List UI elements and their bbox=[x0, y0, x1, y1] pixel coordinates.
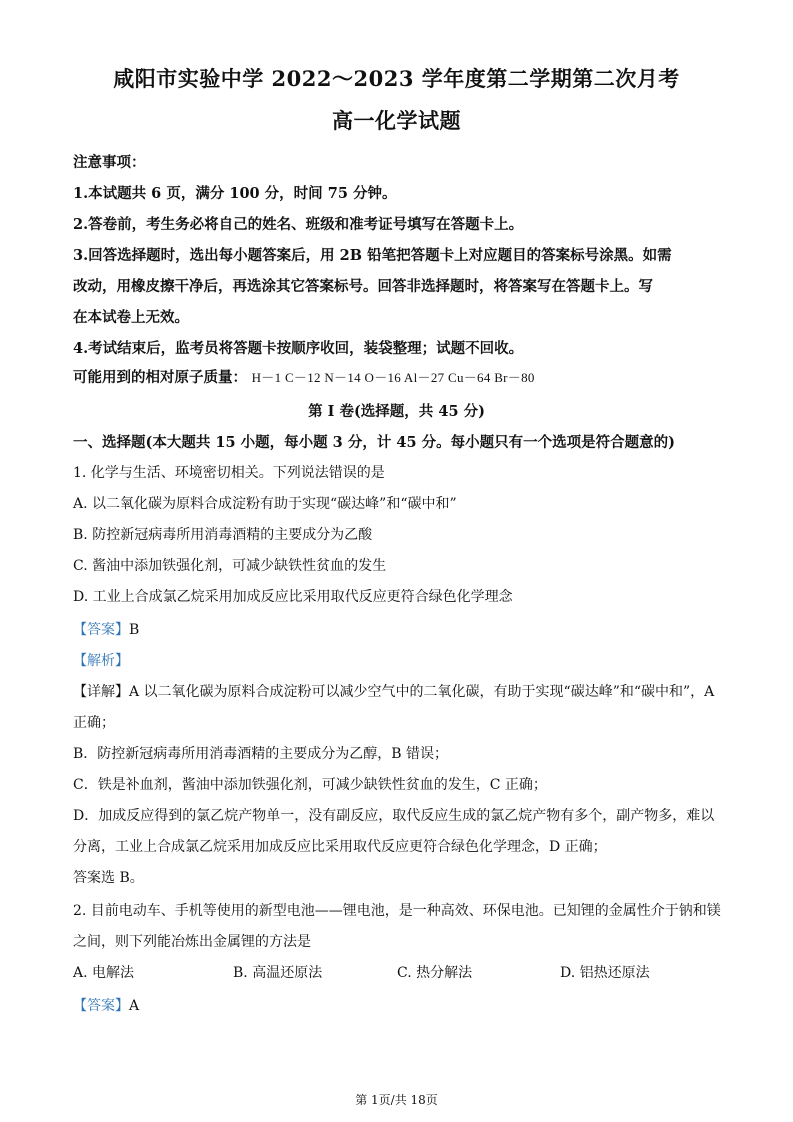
q1-stem: 1. 化学与生活、环境密切相关。下列说法错误的是 bbox=[73, 465, 385, 481]
q2-option-d: D. 铝热还原法 bbox=[560, 965, 650, 981]
note-item-2: 2.答卷前，考生务必将自己的姓名、班级和准考证号填写在答题卡上。 bbox=[73, 216, 524, 233]
detail-line-7: 答案选 B。 bbox=[73, 870, 144, 886]
answer-value: B bbox=[129, 622, 140, 638]
q2-option-b: B. 高温还原法 bbox=[233, 965, 323, 981]
note-item-3: 3.回答选择题时，选出每小题答案后，用 2B 铅笔把答题卡上对应题目的答案标号涂黑。如需 bbox=[73, 247, 672, 264]
detail-line-6: 分离，工业上合成氯乙烷采用加成反应比采用取代反应更符合绿色化学理念，D 正确； bbox=[73, 839, 607, 855]
answer-tag: 【答案】 bbox=[73, 622, 129, 638]
note-item-4: 4.考试结束后，监考员将答题卡按顺序收回，装袋整理；试题不回收。 bbox=[73, 340, 524, 357]
detail-line-3: B．防控新冠病毒所用消毒酒精的主要成分为乙醇，B 错误； bbox=[73, 746, 449, 762]
exam-subtitle: 高一化学试题 bbox=[332, 108, 461, 133]
note-item-3-end: 在本试卷上无效。 bbox=[73, 309, 189, 326]
q2-answer-value: A bbox=[129, 998, 140, 1014]
atomic-mass-values: H－1 C－12 N－14 O－16 Al－27 Cu－64 Br－80 bbox=[251, 370, 535, 385]
detail-text: A 以二氧化碳为原料合成淀粉可以减少空气中的二氧化碳，有助于实现“碳达峰”和“碳中和”，A bbox=[129, 684, 715, 700]
section-instruction: 一、选择题(本大题共 15 小题，每小题 3 分，计 45 分。每小题只有一个选项是符合题意的) bbox=[73, 434, 675, 451]
q1-option-d: D. 工业上合成氯乙烷采用加成反应比采用取代反应更符合绿色化学理念 bbox=[73, 589, 513, 605]
part-title: 第 I 卷(选择题，共 45 分) bbox=[308, 403, 485, 420]
q1-option-a: A. 以二氧化碳为原料合成淀粉有助于实现“碳达峰”和“碳中和” bbox=[73, 496, 457, 512]
note-item-1: 1.本试题共 6 页，满分 100 分，时间 75 分钟。 bbox=[73, 185, 397, 202]
detail-line-1 bbox=[73, 681, 714, 701]
q1-option-c: C. 酱油中添加铁强化剂，可减少缺铁性贫血的发生 bbox=[73, 558, 387, 574]
q2-option-a: A. 电解法 bbox=[73, 965, 135, 981]
notes-heading: 注意事项： bbox=[73, 154, 146, 171]
note-item-3-cont: 改动，用橡皮擦干净后，再选涂其它答案标号。回答非选择题时，将答案写在答题卡上。写 bbox=[73, 278, 653, 295]
q2-stem-line-1: 2. 目前电动车、手机等使用的新型电池——锂电池，是一种高效、环保电池。已知锂的金属性介于钠和镁 bbox=[73, 903, 721, 919]
detail-tag: 【详解】 bbox=[73, 684, 129, 700]
exam-title: 咸阳市实验中学 2022～2023 学年度第二学期第二次月考 bbox=[113, 66, 680, 91]
q2-answer-tag: 【答案】 bbox=[73, 998, 129, 1014]
atomic-mass-line bbox=[73, 366, 535, 387]
detail-line-5: D．加成反应得到的氯乙烷产物单一，没有副反应，取代反应生成的氯乙烷产物有多个，副产物多，难以 bbox=[73, 808, 715, 824]
q2-answer bbox=[73, 995, 139, 1015]
detail-line-4: C．铁是补血剂，酱油中添加铁强化剂，可减少缺铁性贫血的发生，C 正确； bbox=[73, 777, 547, 793]
detail-line-2: 正确； bbox=[73, 715, 115, 731]
q1-answer bbox=[73, 619, 139, 639]
analysis-tag: 【解析】 bbox=[73, 653, 129, 669]
q2-option-c: C. 热分解法 bbox=[397, 965, 473, 981]
q2-stem-line-2: 之间，则下列能冶炼出金属锂的方法是 bbox=[73, 934, 311, 950]
atomic-mass-label: 可能用到的相对原子质量： bbox=[73, 369, 247, 386]
q1-option-b: B. 防控新冠病毒所用消毒酒精的主要成分为乙酸 bbox=[73, 527, 373, 543]
page-footer: 第 1页/共 18页 bbox=[355, 1093, 438, 1107]
